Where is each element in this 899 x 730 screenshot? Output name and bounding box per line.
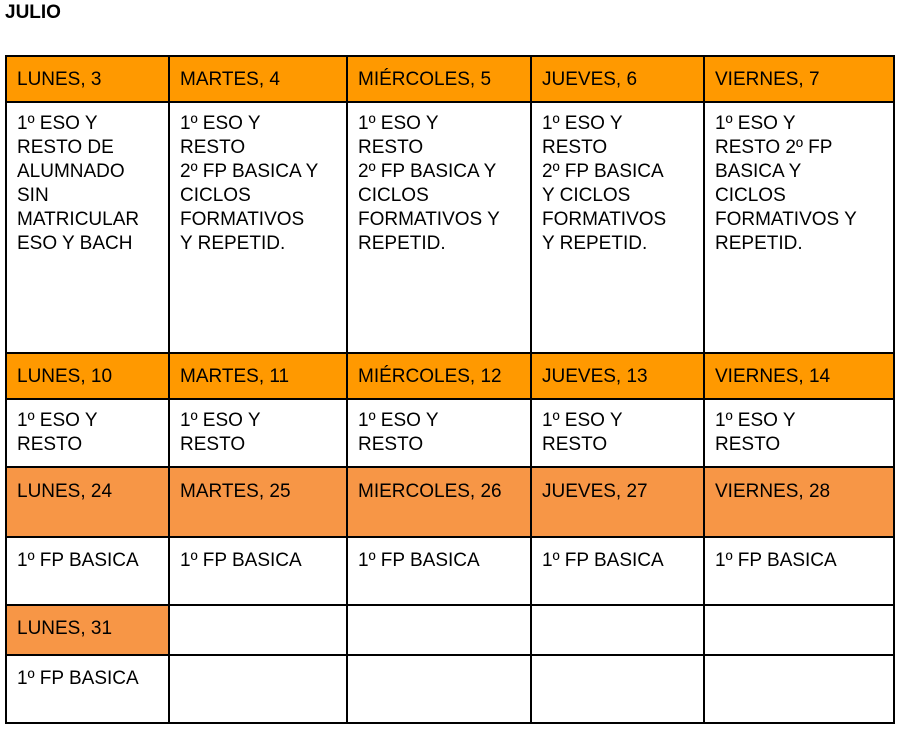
day-header: JUEVES, 6 [531, 56, 704, 102]
week-header-row [6, 56, 894, 102]
day-header: MIERCOLES, 26 [347, 467, 531, 537]
day-header: LUNES, 31 [6, 605, 169, 655]
day-groups: 1º ESO Y RESTO [169, 399, 347, 467]
empty-cell [169, 655, 347, 723]
empty-cell [169, 605, 347, 655]
day-header: VIERNES, 28 [704, 467, 894, 537]
day-header: MIÉRCOLES, 12 [347, 353, 531, 399]
week-groups-row [6, 537, 894, 605]
empty-cell [347, 605, 531, 655]
day-header: MARTES, 11 [169, 353, 347, 399]
day-header: LUNES, 10 [6, 353, 169, 399]
day-groups: 1º FP BASICA [6, 537, 169, 605]
day-groups: 1º FP BASICA [169, 537, 347, 605]
empty-cell [704, 605, 894, 655]
week-groups-row [6, 399, 894, 467]
day-header: LUNES, 3 [6, 56, 169, 102]
week-header-row [6, 353, 894, 399]
empty-cell [531, 655, 704, 723]
day-groups: 1º ESO Y RESTO DE ALUMNADO SIN MATRICULAR ESO Y BACH [6, 102, 169, 353]
day-groups: 1º FP BASICA [531, 537, 704, 605]
week-groups-row [6, 102, 894, 353]
day-groups: 1º FP BASICA [704, 537, 894, 605]
day-header: VIERNES, 7 [704, 56, 894, 102]
day-header: JUEVES, 27 [531, 467, 704, 537]
day-groups: 1º FP BASICA [6, 655, 169, 723]
empty-cell [347, 655, 531, 723]
day-groups: 1º ESO Y RESTO 2º FP BASICA Y CICLOS FORMATIVOS Y REPETID. [704, 102, 894, 353]
week-header-row [6, 605, 894, 655]
week-groups-row [6, 655, 894, 723]
day-header: MARTES, 25 [169, 467, 347, 537]
day-groups: 1º ESO Y RESTO 2º FP BASICA Y CICLOS FORMATIVOS Y REPETID. [169, 102, 347, 353]
schedule-table [5, 55, 895, 724]
day-header: MIÉRCOLES, 5 [347, 56, 531, 102]
day-header: MARTES, 4 [169, 56, 347, 102]
day-header: LUNES, 24 [6, 467, 169, 537]
empty-cell [704, 655, 894, 723]
day-groups: 1º FP BASICA [347, 537, 531, 605]
day-groups: 1º ESO Y RESTO [531, 399, 704, 467]
day-groups: 1º ESO Y RESTO [704, 399, 894, 467]
day-groups: 1º ESO Y RESTO [347, 399, 531, 467]
day-groups: 1º ESO Y RESTO 2º FP BASICA Y CICLOS FORMATIVOS Y REPETID. [531, 102, 704, 353]
day-groups: 1º ESO Y RESTO [6, 399, 169, 467]
page-title: JULIO [5, 2, 61, 23]
empty-cell [531, 605, 704, 655]
day-header: VIERNES, 14 [704, 353, 894, 399]
week-header-row [6, 467, 894, 537]
day-groups: 1º ESO Y RESTO 2º FP BASICA Y CICLOS FORMATIVOS Y REPETID. [347, 102, 531, 353]
day-header: JUEVES, 13 [531, 353, 704, 399]
